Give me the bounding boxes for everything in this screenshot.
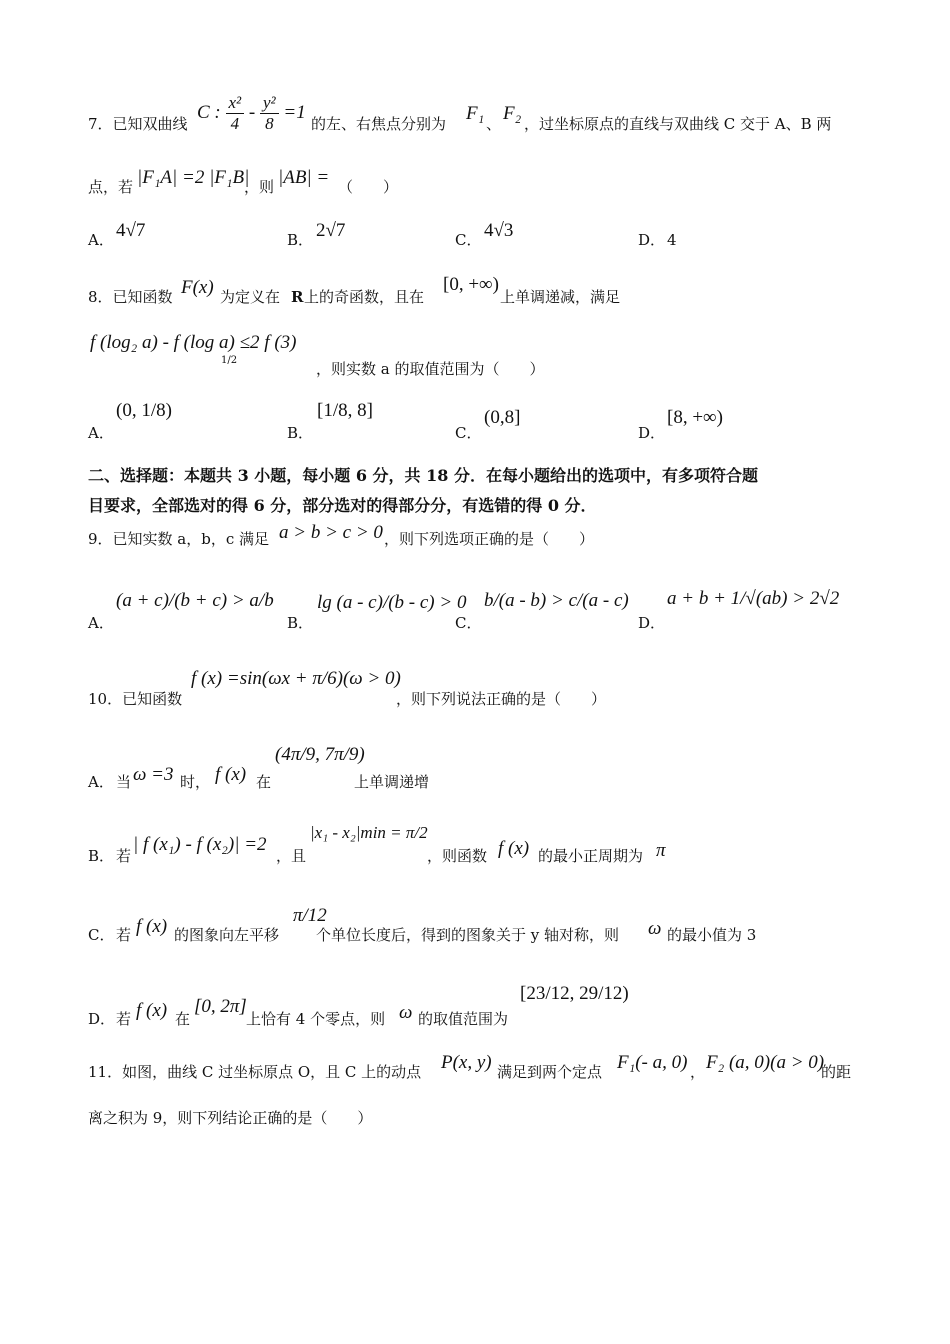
q8-option-a-label: A． <box>88 424 114 442</box>
q10-d-interval: [0, 2π] <box>194 996 247 1017</box>
q10-c-t3: 的图象向左平移 <box>174 926 280 944</box>
q11-f1: F₁(- a, 0) <box>617 1052 688 1073</box>
q10-d-range: [23/12, 29/12) <box>520 983 629 1004</box>
q9-option-b-label: B． <box>287 614 314 632</box>
q7-option-b-label: B． <box>287 231 314 249</box>
q10-d-t1: 若 <box>116 1010 132 1028</box>
q10-b-label: B． <box>88 847 115 865</box>
q10-d-t5: 上恰有 4 个零点，则 <box>246 1010 386 1028</box>
q10-b-t7: 的最小正周期为 <box>538 847 644 865</box>
q7-line2-pre: 点，若 <box>88 178 134 196</box>
q10-d-label: D． <box>88 1010 116 1028</box>
q10-b-pi: π <box>656 840 666 861</box>
q8-interval: [0, +∞) <box>443 274 499 295</box>
q7-condition: |F₁A| =2 |F₁B| <box>137 167 250 188</box>
q11-comma: ， <box>690 1063 706 1081</box>
q7-then: ，则 <box>244 178 275 196</box>
q8-option-d-label: D． <box>638 424 666 442</box>
q10-d-t7: 的取值范围为 <box>418 1010 509 1028</box>
q8-post: 上单调递减，满足 <box>500 288 621 306</box>
q7-option-d: 4 <box>667 231 677 249</box>
q8-function: F(x) <box>181 277 214 298</box>
q7-foci-text: 的左、右焦点分别为 <box>311 115 447 133</box>
q8-inequality: f (log₂ a) - f (log a) ≤2 f (3) <box>90 332 297 353</box>
q11-f2: F₂ (a, 0)(a > 0) <box>706 1052 825 1073</box>
q11-point: P(x, y) <box>441 1052 492 1073</box>
q10-a-label: A． <box>88 773 114 791</box>
q7-option-a-label: A． <box>88 231 114 249</box>
q11-intro: 11．如图，曲线 C 过坐标原点 O，且 C 上的动点 <box>88 1063 422 1081</box>
q10-d-omega: ω <box>399 1002 413 1023</box>
q10-intro: 10．已知函数 <box>88 690 183 708</box>
q8-option-d: [8, +∞) <box>667 407 723 428</box>
section-2-line1: 二、选择题：本题共 3 小题，每小题 6 分，共 18 分．在每小题给出的选项中，有多项符合题 <box>88 466 758 485</box>
q7-option-b: 2√7 <box>316 220 346 241</box>
q8-option-c-label: C． <box>455 424 482 442</box>
q10-b-t1: 若 <box>116 847 132 865</box>
q8-mid2: 上的奇函数，且在 <box>304 288 425 306</box>
q10-a-fx: f (x) <box>215 764 247 785</box>
q10-b-min: |x₁ - x₂|min = π/2 <box>310 823 428 842</box>
q9-option-a-label: A． <box>88 614 114 632</box>
q9-option-c-label: C． <box>455 614 482 632</box>
q7-paren: （ ） <box>338 178 399 196</box>
q10-b-t5: ，则函数 <box>427 847 488 865</box>
q10-c-shift: π/12 <box>293 905 327 926</box>
q10-d-fx: f (x) <box>136 1000 168 1021</box>
q10-c-fx: f (x) <box>136 916 168 937</box>
q10-d-t3: 在 <box>175 1010 191 1028</box>
q8-intro: 8．已知函数 <box>88 288 173 306</box>
q8-option-b-label: B． <box>287 424 314 442</box>
q7-option-c: 4√3 <box>484 220 514 241</box>
q9-option-c: b/(a - b) > c/(a - c) <box>484 590 629 611</box>
q10-a-t7: 上单调递增 <box>354 773 430 791</box>
q10-function: f (x) =sin(ωx + π/6)(ω > 0) <box>191 668 401 689</box>
q10-c-t1: 若 <box>116 926 132 944</box>
q9-option-d: a + b + 1/√(ab) > 2√2 <box>667 588 840 609</box>
q10-b-condition: | f (x₁) - f (x₂)| =2 <box>133 834 267 855</box>
q7-sep: 、 <box>486 115 502 133</box>
q11-line2: 离之积为 9，则下列结论正确的是（ ） <box>88 1109 373 1127</box>
q10-c-label: C． <box>88 926 115 944</box>
q10-a-t3: 时， <box>180 773 211 791</box>
q8-R: R <box>291 288 304 306</box>
q10-c-omega: ω <box>648 918 662 939</box>
q10-c-t7: 的最小值为 3 <box>667 926 757 944</box>
q8-option-b: [1/8, 8] <box>317 400 373 421</box>
q7-line1-end: ，过坐标原点的直线与双曲线 C 交于 A、B 两 <box>524 115 832 133</box>
q10-a-interval: (4π/9, 7π/9) <box>275 744 365 765</box>
q8-option-c: (0,8] <box>484 407 521 428</box>
q9-intro: 9．已知实数 a，b，c 满足 <box>88 530 270 548</box>
q7-hyperbola-eq: C : $\frac{\text{x²}}{4}$ - $\frac{\text{y²}}{8}$ =1 <box>197 93 306 133</box>
q9-post: ，则下列选项正确的是（ ） <box>384 530 595 548</box>
q7-f1: F₁ <box>466 103 485 124</box>
q9-option-a: (a + c)/(b + c) > a/b <box>116 590 274 611</box>
q8-tail: ，则实数 a 的取值范围为（ ） <box>316 360 545 378</box>
q8-mid: 为定义在 <box>220 288 281 306</box>
q7-option-a: 4√7 <box>116 220 146 241</box>
q11-post: 的距 <box>821 1063 852 1081</box>
q7-option-c-label: C． <box>455 231 482 249</box>
q10-a-t1: 当 <box>116 773 132 791</box>
q7-f2: F₂ <box>503 103 522 124</box>
q8-option-a: (0, 1/8) <box>116 400 172 421</box>
q10-post: ，则下列说法正确的是（ ） <box>396 690 607 708</box>
q9-option-d-label: D． <box>638 614 666 632</box>
q10-a-t5: 在 <box>256 773 272 791</box>
q10-c-t5: 个单位长度后，得到的图象关于 y 轴对称，则 <box>316 926 620 944</box>
q9-condition: a > b > c > 0 <box>279 522 383 543</box>
q7-ab: |AB| = <box>278 167 330 188</box>
q10-b-fx: f (x) <box>498 838 530 859</box>
q11-mid: 满足到两个定点 <box>497 1063 603 1081</box>
q10-a-omega: ω =3 <box>133 764 174 785</box>
q7-intro: 7．已知双曲线 <box>88 115 188 133</box>
q9-option-b: lg (a - c)/(b - c) > 0 <box>317 592 467 613</box>
q10-b-t3: ，且 <box>276 847 307 865</box>
q7-option-d-label: D． <box>638 231 666 249</box>
q8-half-base: 1/2 <box>221 355 238 366</box>
section-2-line2: 目要求，全部选对的得 6 分，部分选对的得部分分，有选错的得 0 分． <box>88 496 597 515</box>
